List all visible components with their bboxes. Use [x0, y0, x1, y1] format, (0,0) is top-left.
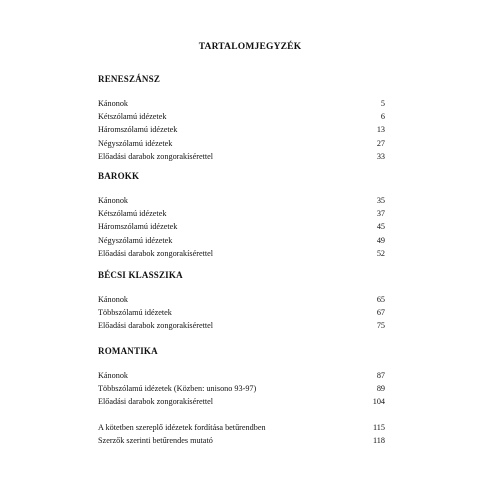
- toc-entry[interactable]: [98, 293, 385, 306]
- entry-label: Előadási darabok zongorakísérettel: [98, 397, 214, 407]
- toc-entry[interactable]: [98, 434, 385, 447]
- toc-entry[interactable]: [98, 395, 385, 408]
- entry-page-number: 33: [376, 151, 385, 161]
- page-title: TARTALOMJEGYZÉK: [198, 42, 302, 52]
- entry-page-number: 6: [380, 112, 385, 122]
- entry-label: Kánonok: [98, 371, 129, 380]
- entry-page-number: 104: [372, 397, 385, 407]
- entry-page-number: 118: [373, 436, 385, 446]
- entry-label: Kétszólamú idézetek: [98, 209, 167, 219]
- toc-entry[interactable]: [98, 150, 385, 163]
- entry-label: Háromszólamú idézetek: [98, 125, 178, 135]
- toc-entry[interactable]: [98, 382, 385, 395]
- section-romantic: [98, 345, 385, 409]
- entry-page-number: 115: [373, 423, 385, 432]
- toc-entry[interactable]: [98, 194, 385, 207]
- entry-page-number: 35: [376, 196, 385, 205]
- entry-page-number: 13: [376, 125, 385, 135]
- entry-label: Kánonok: [98, 99, 129, 108]
- entry-page-number: 65: [376, 295, 385, 304]
- toc-entry[interactable]: [98, 319, 385, 332]
- section-viennese-classic: [98, 269, 385, 333]
- entry-page-number: 49: [376, 235, 385, 245]
- toc-entry[interactable]: [98, 369, 385, 382]
- entry-label: Kétszólamú idézetek: [98, 112, 167, 122]
- entry-label: Négyszólamú idézetek: [98, 138, 173, 148]
- toc-entry[interactable]: [98, 234, 385, 247]
- entry-label: A kötetben szereplő idézetek fordítása betűrendben: [98, 423, 266, 432]
- toc-entry[interactable]: [98, 207, 385, 220]
- section-renaissance: [98, 73, 385, 163]
- toc-entry[interactable]: [98, 306, 385, 319]
- entry-label: Szerzők szerinti betűrendes mutató: [98, 436, 213, 446]
- entry-label: Előadási darabok zongorakísérettel: [98, 321, 214, 331]
- entry-page-number: 45: [376, 222, 385, 232]
- section-baroque: [98, 170, 385, 260]
- section-heading: BÉCSI KLASSZIKA: [98, 270, 183, 280]
- entry-page-number: 52: [376, 248, 385, 258]
- section-heading: RENESZÁNSZ: [98, 74, 161, 84]
- entry-label: Előadási darabok zongorakísérettel: [98, 151, 214, 161]
- toc-entry[interactable]: [98, 247, 385, 260]
- toc-entry[interactable]: [98, 97, 385, 110]
- entry-label: Kánonok: [98, 196, 129, 205]
- section-heading: ROMANTIKA: [98, 346, 158, 356]
- entry-page-number: 37: [376, 209, 385, 219]
- entry-label: Többszólamú idézetek: [98, 308, 172, 318]
- entry-label: Többszólamú idézetek (Közben: unisono 93-97): [98, 384, 257, 394]
- toc-entry[interactable]: [98, 137, 385, 150]
- section-heading: BAROKK: [98, 171, 140, 181]
- entry-label: Háromszólamú idézetek: [98, 222, 178, 232]
- toc-entry[interactable]: [98, 110, 385, 123]
- index-section: [98, 421, 385, 447]
- entry-page-number: 87: [376, 371, 385, 380]
- entry-label: Előadási darabok zongorakísérettel: [98, 248, 214, 258]
- entry-label: Kánonok: [98, 295, 129, 304]
- toc-entry[interactable]: [98, 123, 385, 136]
- toc-entry[interactable]: [98, 220, 385, 233]
- entry-page-number: 89: [376, 384, 385, 394]
- toc-entry[interactable]: [98, 421, 385, 434]
- entry-label: Négyszólamú idézetek: [98, 235, 173, 245]
- entry-page-number: 5: [380, 99, 385, 108]
- entry-page-number: 27: [376, 138, 385, 148]
- entry-page-number: 75: [376, 321, 385, 331]
- entry-page-number: 67: [376, 308, 385, 318]
